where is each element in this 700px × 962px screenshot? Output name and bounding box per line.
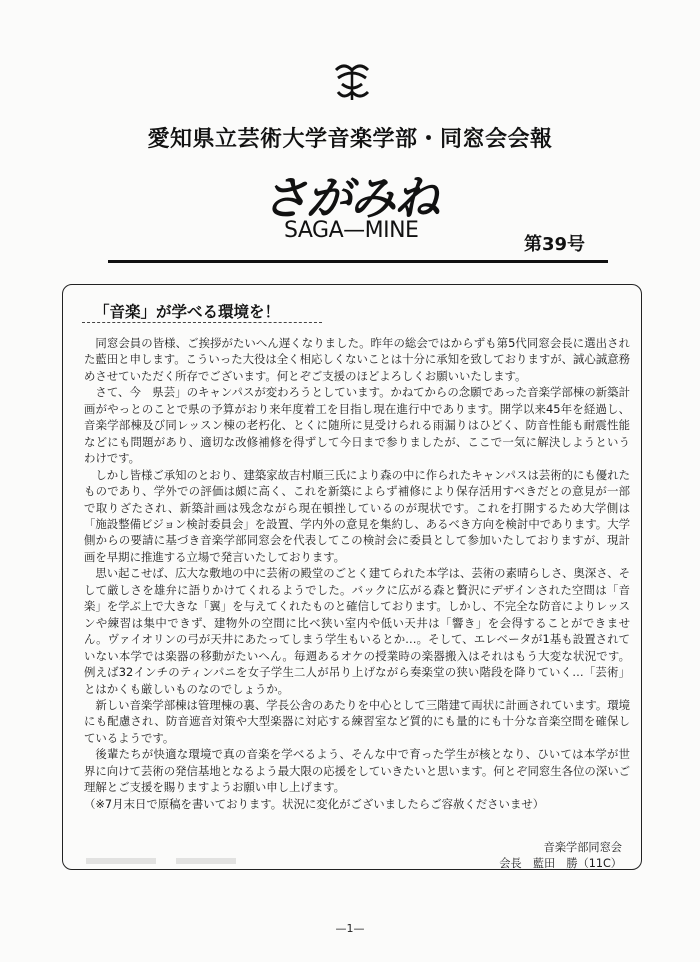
newsletter-title-roman: SAGA—MINE: [284, 218, 419, 243]
paragraph: さて、今 県芸」のキャンパスが変わろうとしています。かねてからの念願であった音楽学部棟の新築計画がやっとのことで県の予算がおり来年度着工を目指し現在進行中であります。開学以来45年を経過し、音楽学部棟及び同レッスン棟の老朽化、とくに随所に見受けられる雨漏りはひどく、防音性能も耐震性能などにも問題があり、適切な改修補修を得ずして今日まで参りましたが、ここで一気に解決しようというわけです。: [84, 385, 630, 466]
paragraph: 後輩たちが快適な環境で真の音楽を学べるよう、そんな中で育った学生が核となり、ひいては本学が世界に向けて芸術の発信基地となるよう最大限の応援をしていきたいと思います。何とぞ同窓生各位の深いご理解とご支援を賜りますようお願い申し上げます。: [84, 747, 630, 795]
signature: [499, 840, 622, 872]
alumni-logo: [328, 62, 376, 104]
paragraph: 同窓会員の皆様、ご挨拶がたいへん遅くなりました。昨年の総会ではからずも第5代同窓会長に選出された藍田と申します。こういった大役は全く相応しくないことは十分に承知を致しておりますが、誠心誠意務めさせていただく所存でございます。何とぞご支援のほどよろしくお願いいたします。: [84, 336, 630, 383]
article-body: [84, 335, 630, 812]
paragraph: 新しい音楽学部棟は管理棟の裏、学長公舎のあたりを中心として三階建て両状に計画されています。環境にも配慮され、防音遮音対策や大型楽器に対応する練習室など質的にも量的にも十分な音楽空間を確保しているようです。: [84, 697, 630, 745]
article-note: （※7月末日で原稿を書いております。状況に変化がございましたらご容赦くださいませ）: [84, 796, 545, 811]
headline-underline: [82, 322, 322, 323]
paragraph: しかし皆様ご承知のとおり、建築家故吉村順三氏により森の中に作られたキャンパスは芸術的にも優れたものであり、学外での評価は頗に高く、これを新築によらず補修により保存活用すべきだとの意見が一部で取りざたされ、新築計画は残念ながら現在頓挫しているのが現状です。これを打開するため大学側は「施設整備ビジョン検討委員会」を設置、学内外の意見を集約し、あるべき方向を検討中であります。大学側からの要請に基づき音楽学部同窓会を代表してこの検討会に委員として参加いたしておりますが、現計画を早期に推進する立場で発言いたしております。: [84, 467, 630, 564]
organization-name: 愛知県立芸術大学音楽学部・同窓会会報: [147, 127, 553, 152]
issue-number: 第39号: [524, 234, 586, 255]
show-through-smudge: [86, 856, 256, 866]
signature-org: 音楽学部同窓会: [543, 841, 622, 854]
paragraph: 思い起こせば、広大な敷地の中に芸術の殿堂のごとく建てられた本学は、芸術の素晴らしさ、奥深さ、そして厳しさを雄弁に語りかけてくれるようでした。バックに広がる森と贅沢にデザインされた空間は「音楽」を学ぶ上で大きな「翼」を与えてくれたものと確信しております。しかし、不完全な防音によりレッスンや練習は集中できず、建物外の空間に比べ狭い室内や低い天井は「響き」を会得することができません。ヴァイオリンの弓が天井にあたってしまう学生もいるとか…。そして、エレベータが1基も設置されていない本学では楽器の移動がたいへん。毎週あるオケの授業時の楽器搬入はそれはもう大変な状況です。例えば32インチのティンパニを女子学生二人が吊り上げながら奏楽堂の狭い階段を降りていく…「芸術」とはかくも厳しいものなのでしょうか。: [84, 566, 630, 696]
signature-name: 会長 藍田 勝（11C）: [499, 857, 622, 870]
headline-text: 「音楽」が学べる環境を！: [94, 303, 281, 321]
page-number: —1—: [335, 922, 365, 935]
article-headline: [82, 296, 342, 328]
masthead: [262, 170, 452, 248]
header-rule: [108, 260, 608, 263]
newsletter-title: さがみね: [262, 171, 438, 225]
